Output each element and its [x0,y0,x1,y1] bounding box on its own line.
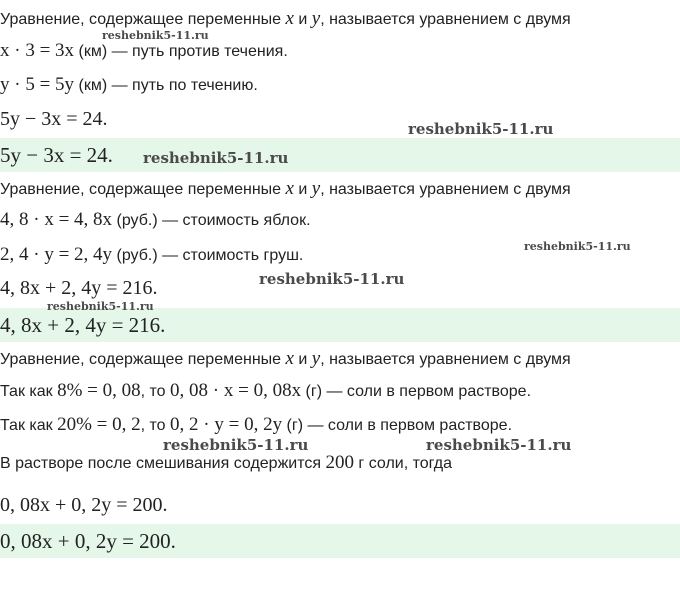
section3-line-first-solution [0,380,531,403]
intro-text-end: , называется уравнением с двумя [320,351,571,368]
intro-text: Уравнение, содержащее переменные [0,181,286,198]
line-text: г соли, тогда [353,455,452,472]
section1-line-upstream [0,40,288,63]
section1-line-downstream [0,74,258,97]
line-text: (г) — соли в первом растворе. [282,417,513,434]
watermark: reshebnik5-11.ru [102,29,209,42]
intro-text-end: , называется уравнением с двумя [320,181,571,198]
var-x: x [285,8,294,29]
watermark: reshebnik5-11.ru [47,300,154,313]
section3-equation: 0, 08x + 0, 2y = 200. [0,494,168,516]
watermark: reshebnik5-11.ru [524,240,631,253]
line-text: (г) — соли в первом растворе. [301,383,532,400]
section3-answer: 0, 08x + 0, 2y = 200. [0,529,176,553]
intro-and: и [293,11,312,28]
watermark: reshebnik5-11.ru [408,120,554,138]
watermark: reshebnik5-11.ru [426,436,572,454]
line-text: (руб.) — стоимость груш. [112,247,304,264]
intro-text: Уравнение, содержащее переменные [0,351,286,368]
section2-line-pears [0,244,303,267]
line-text: (км) — путь по течению. [74,77,258,94]
math-expression: 0, 2 · y = 0, 2y [170,414,283,435]
line-text: , то [140,383,171,400]
watermark: reshebnik5-11.ru [163,436,309,454]
math-expression: y · 5 = 5y [0,74,75,95]
var-y: y [311,8,321,29]
line-text: Так как [0,383,58,400]
section2-intro [0,178,571,201]
line-text: (км) — путь против течения. [74,43,288,60]
math-expression: 4, 8 · x = 4, 8x [0,209,113,230]
var-x: x [285,348,294,369]
line-text: В растворе после смешивания содержится [0,455,326,472]
section3-answer-box [0,524,680,558]
section1-intro [0,8,571,31]
line-text: Так как [0,417,58,434]
math-expression: x · 3 = 3x [0,40,75,61]
section3-intro [0,348,571,371]
math-expression: 20% = 0, 2 [57,414,141,435]
var-y: y [311,178,321,199]
line-text: , то [140,417,171,434]
section1-equation: 5y − 3x = 24. [0,108,108,130]
section2-line-apples [0,209,311,232]
intro-text-end: , называется уравнением с двумя [320,11,571,28]
section1-answer-box [0,138,680,172]
var-y: y [311,348,321,369]
section3-line-mixture [0,452,452,475]
section1-answer: 5y − 3x = 24. [0,143,113,167]
watermark: reshebnik5-11.ru [143,149,289,167]
line-text: (руб.) — стоимость яблок. [112,212,311,229]
intro-text: Уравнение, содержащее переменные [0,11,286,28]
watermark: reshebnik5-11.ru [259,270,405,288]
section2-answer-box [0,308,680,342]
intro-and: и [293,351,312,368]
math-expression: 0, 08 · x = 0, 08x [170,380,302,401]
section3-line-second-solution [0,414,512,437]
section2-equation: 4, 8x + 2, 4y = 216. [0,277,158,299]
math-expression: 200 [325,452,354,473]
var-x: x [285,178,294,199]
section2-answer: 4, 8x + 2, 4y = 216. [0,313,166,337]
math-expression: 2, 4 · y = 2, 4y [0,244,113,265]
intro-and: и [293,181,312,198]
math-expression: 8% = 0, 08 [57,380,141,401]
